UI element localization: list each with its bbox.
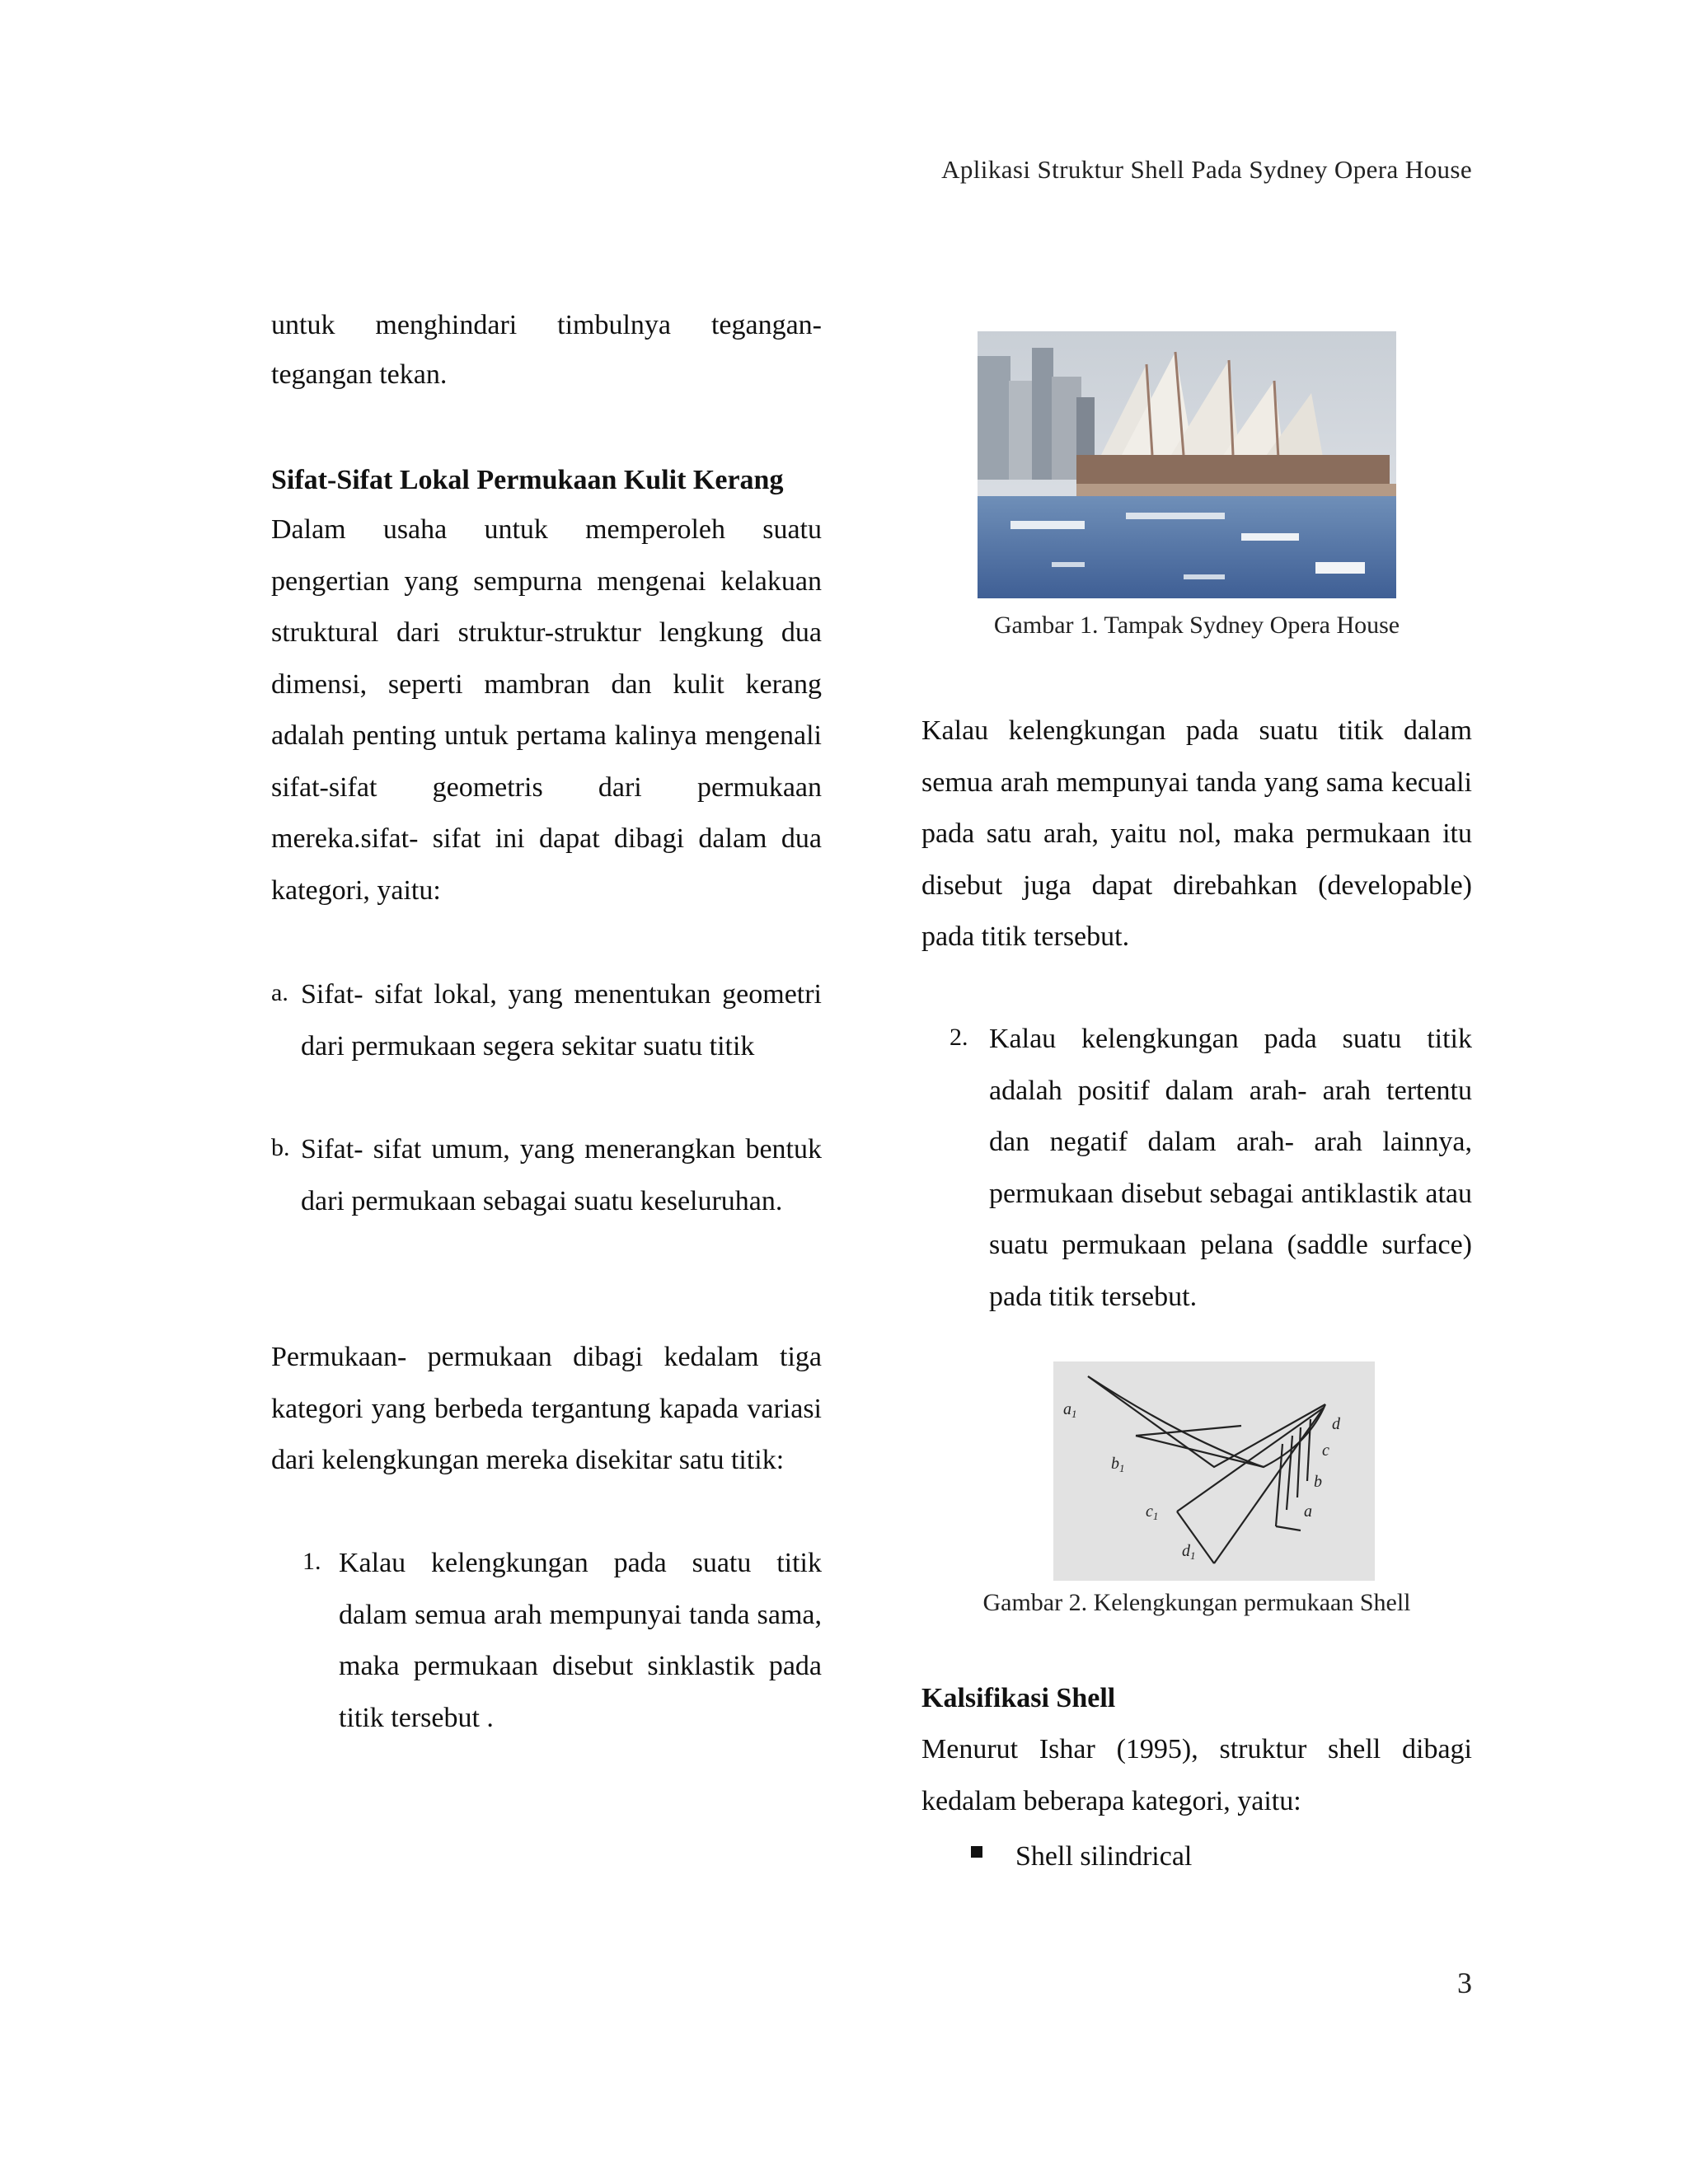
- list-marker: a.: [271, 979, 288, 1006]
- label-b1: $b_1$: [1111, 1455, 1125, 1474]
- list-marker: b.: [271, 1134, 290, 1161]
- section-paragraph-klasifikasi: Menurut Ishar (1995), struktur shell dibagi kedalam beberapa kategori, yaitu:: [921, 1734, 1472, 1816]
- intro-line-1: untuk menghindari timbulnya tegangan-: [271, 310, 822, 340]
- paragraph-developable: Kalau kelengkungan pada suatu titik dalam semua arah mempunyai tanda yang sama kecuali pada satu arah, yaitu nol, maka permukaan itu disebut juga dapat direbahkan (developable) pada titik tersebut.: [921, 715, 1472, 952]
- bullet-text: Shell silindrical: [1015, 1841, 1193, 1872]
- list-text: [301, 969, 822, 1072]
- section-paragraph-sifat: Dalam usaha untuk memperoleh suatu pengertian yang sempurna mengenai kelakuan struktural dari struktur-struktur lengkung dua dimensi, seperti mambran dan kulit kerang adalah penting untuk pertama kalinya mengenali sifat-sifat geometris dari permukaan mereka.sifat- sifat ini dapat dibagi dalam dua kategori, yaitu:: [271, 514, 822, 906]
- figure-2-caption: Gambar 2. Kelengkungan permukaan Shell: [982, 1589, 1411, 1616]
- list-marker: 2.: [950, 1024, 968, 1051]
- list-text: Kalau kelengkungan pada suatu titik adalah positif dalam arah- arah tertentu dan negatif dalam arah- arah lainnya, permukaan disebut sebagai antiklastik atau suatu permukaan pelana (saddle surface) pada titik tersebut.: [989, 1024, 1472, 1312]
- list-text: Kalau kelengkungan pada suatu titik dalam semua arah mempunyai tanda sama, maka permukaan disebut sinklastik pada titik tersebut .: [339, 1548, 822, 1733]
- intro-line-2: tegangan tekan.: [271, 359, 448, 390]
- bullet-item: [921, 1831, 1472, 1883]
- section-heading-sifat: Sifat-Sifat Lokal Permukaan Kulit Kerang: [271, 465, 784, 495]
- label-a1: $a_1$: [1063, 1400, 1077, 1420]
- lettered-item-a-text: Sifat- sifat lokal, yang menentukan geometri dari permukaan segera sekitar suatu titik: [301, 979, 822, 1062]
- list-marker: 1.: [302, 1548, 321, 1575]
- lettered-item-b-text: Sifat- sifat umum, yang menerangkan bentuk dari permukaan sebagai suatu keseluruhan.: [301, 1134, 822, 1216]
- paragraph-permukaan: Permukaan- permukaan dibagi kedalam tiga kategori yang berbeda tergantung kapada variasi dari kelengkungan mereka disekitar satu titik:: [271, 1342, 822, 1475]
- figure-1-caption: Gambar 1. Tampak Sydney Opera House: [993, 612, 1400, 639]
- list-text: [301, 1124, 822, 1227]
- sydney-opera-house-photo-icon: [978, 331, 1396, 598]
- lettered-item-b: [271, 1124, 822, 1227]
- curvature-diagram: [1053, 1361, 1375, 1581]
- numbered-item-1: [271, 1538, 822, 1744]
- numbered-item-2: [921, 1014, 1472, 1323]
- label-d1: $d_1$: [1182, 1542, 1196, 1562]
- label-d: d: [1332, 1415, 1340, 1433]
- label-b: b: [1314, 1473, 1322, 1491]
- section-heading-klasifikasi: Kalsifikasi Shell: [921, 1683, 1116, 1713]
- sydney-opera-house-photo: [978, 331, 1396, 598]
- label-c1: $c_1$: [1146, 1502, 1159, 1522]
- running-header: Aplikasi Struktur Shell Pada Sydney Opera House: [941, 155, 1472, 184]
- label-a: a: [1304, 1502, 1312, 1521]
- square-bullet-icon: [971, 1846, 982, 1858]
- page-number: 3: [1457, 1966, 1472, 1999]
- curvature-diagram-drawing: [1053, 1361, 1375, 1581]
- lettered-item-a: [271, 969, 822, 1072]
- label-c: c: [1322, 1441, 1329, 1460]
